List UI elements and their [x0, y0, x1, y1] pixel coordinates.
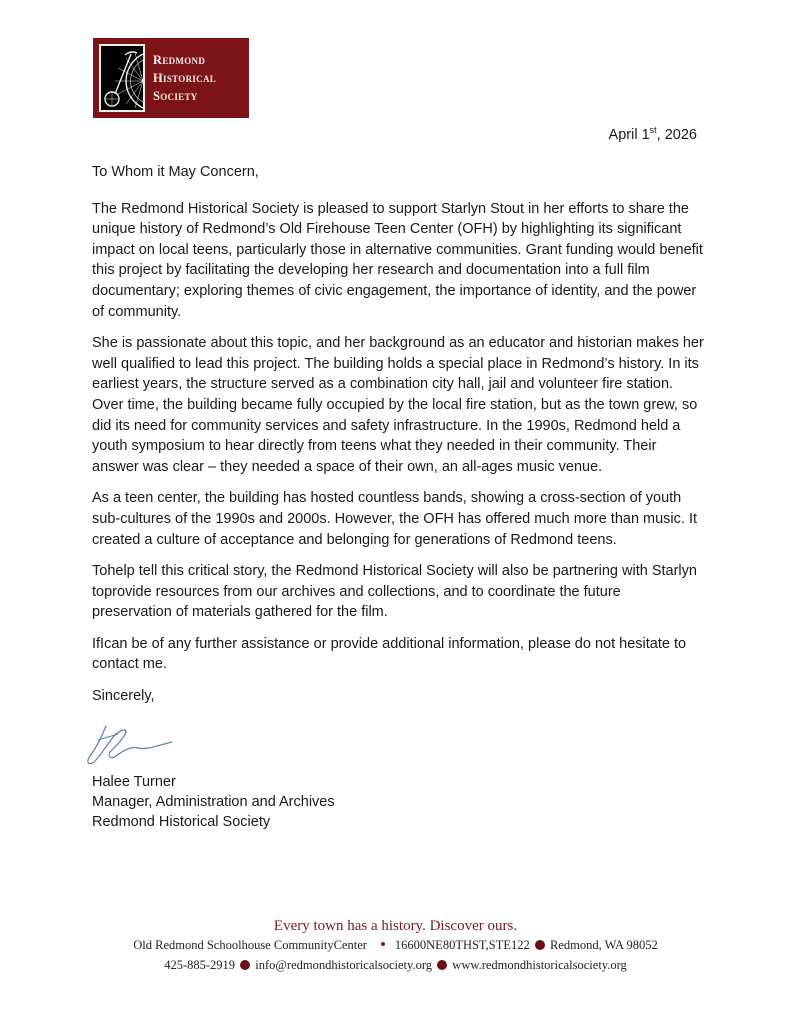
closing: Sincerely,: [92, 688, 155, 705]
salutation: To Whom it May Concern,: [92, 164, 259, 180]
address-city: Redmond, WA 98052: [550, 938, 658, 952]
logo-line: Historical: [153, 71, 217, 85]
footer-website[interactable]: www.redmondhistoricalsociety.org: [452, 958, 627, 972]
signer-name: Halee Turner: [92, 774, 176, 790]
date-year: , 2026: [656, 126, 697, 143]
footer-tagline: Every town has a history. Discover ours.: [273, 918, 518, 934]
dot-separator-icon: [437, 960, 447, 970]
bullet-separator-icon: [381, 942, 385, 946]
address-place: Old Redmond Schoolhouse CommunityCenter: [133, 938, 367, 952]
letter-date: [609, 125, 697, 143]
letter-body: [92, 162, 704, 718]
body-paragraph: IfIcan be of any further assistance or provide additional information, please do not hesitate to contact me.: [92, 635, 687, 673]
logo-line: Society: [153, 89, 198, 103]
body-paragraph: The Redmond Historical Society is pleased to support Starlyn Stout in her efforts to share the unique history of Redmond’s Old Firehouse Teen Center (OFH) by highlighting its significant impact on local teens, particularly those in alternative communities. Grant funding would benefit this project by facilitating the developing her research and documentation into a full film documentary; exploring themes of civic engagement, the importance of identity, and the power of community.: [92, 200, 703, 320]
date-month-day: April 1: [608, 126, 650, 143]
signer-title: Manager, Administration and Archives: [92, 794, 335, 810]
footer-email[interactable]: info@redmondhistoricalsociety.org: [255, 958, 433, 972]
signer-block: [92, 772, 335, 832]
penny-farthing-bicycle-icon: [99, 44, 145, 112]
signer-organization: Redmond Historical Society: [92, 814, 271, 830]
body-paragraph: As a teen center, the building has hosted countless bands, showing a cross-section of youth sub-cultures of the 1990s and 2000s. However, the OFH has offered much more than music. It created a culture of acceptance and belonging for generations of Redmond teens.: [92, 490, 698, 548]
footer-address: [0, 938, 791, 953]
body-paragraph: Tohelp tell this critical story, the Redmond Historical Society will also be partnering with Starlyn toprovide resources from our archives and collections, and to coordinate the future preservation of materials gathered for the film.: [92, 563, 697, 621]
org-logo-wordmark: [153, 51, 216, 105]
footer-phone: 425-885-2919: [164, 958, 236, 972]
footer-contact: [0, 958, 791, 973]
handwritten-signature: [84, 722, 184, 773]
org-logo: [93, 38, 249, 118]
address-street: 16600NE80THST,STE122: [394, 938, 530, 952]
dot-separator-icon: [240, 960, 250, 970]
body-paragraph: She is passionate about this topic, and her background as an educator and historian makes her well qualified to lead this project. The building holds a special place in Redmond’s history. In its earliest years, the structure served as a combination city hall, jail and volunteer fire station. Over time, the building became fully occupied by the local fire station, but as the town grew, so did its need for community services and safety infrastructure. In the 1990s, Redmond held a youth symposium to hear directly from teens what they needed in their community. Their answer was clear – they needed a space of their own, an all-ages music venue.: [92, 335, 704, 475]
dot-separator-icon: [535, 940, 545, 950]
logo-line: Redmond: [153, 53, 206, 67]
date-ordinal-suffix: st: [649, 125, 657, 135]
